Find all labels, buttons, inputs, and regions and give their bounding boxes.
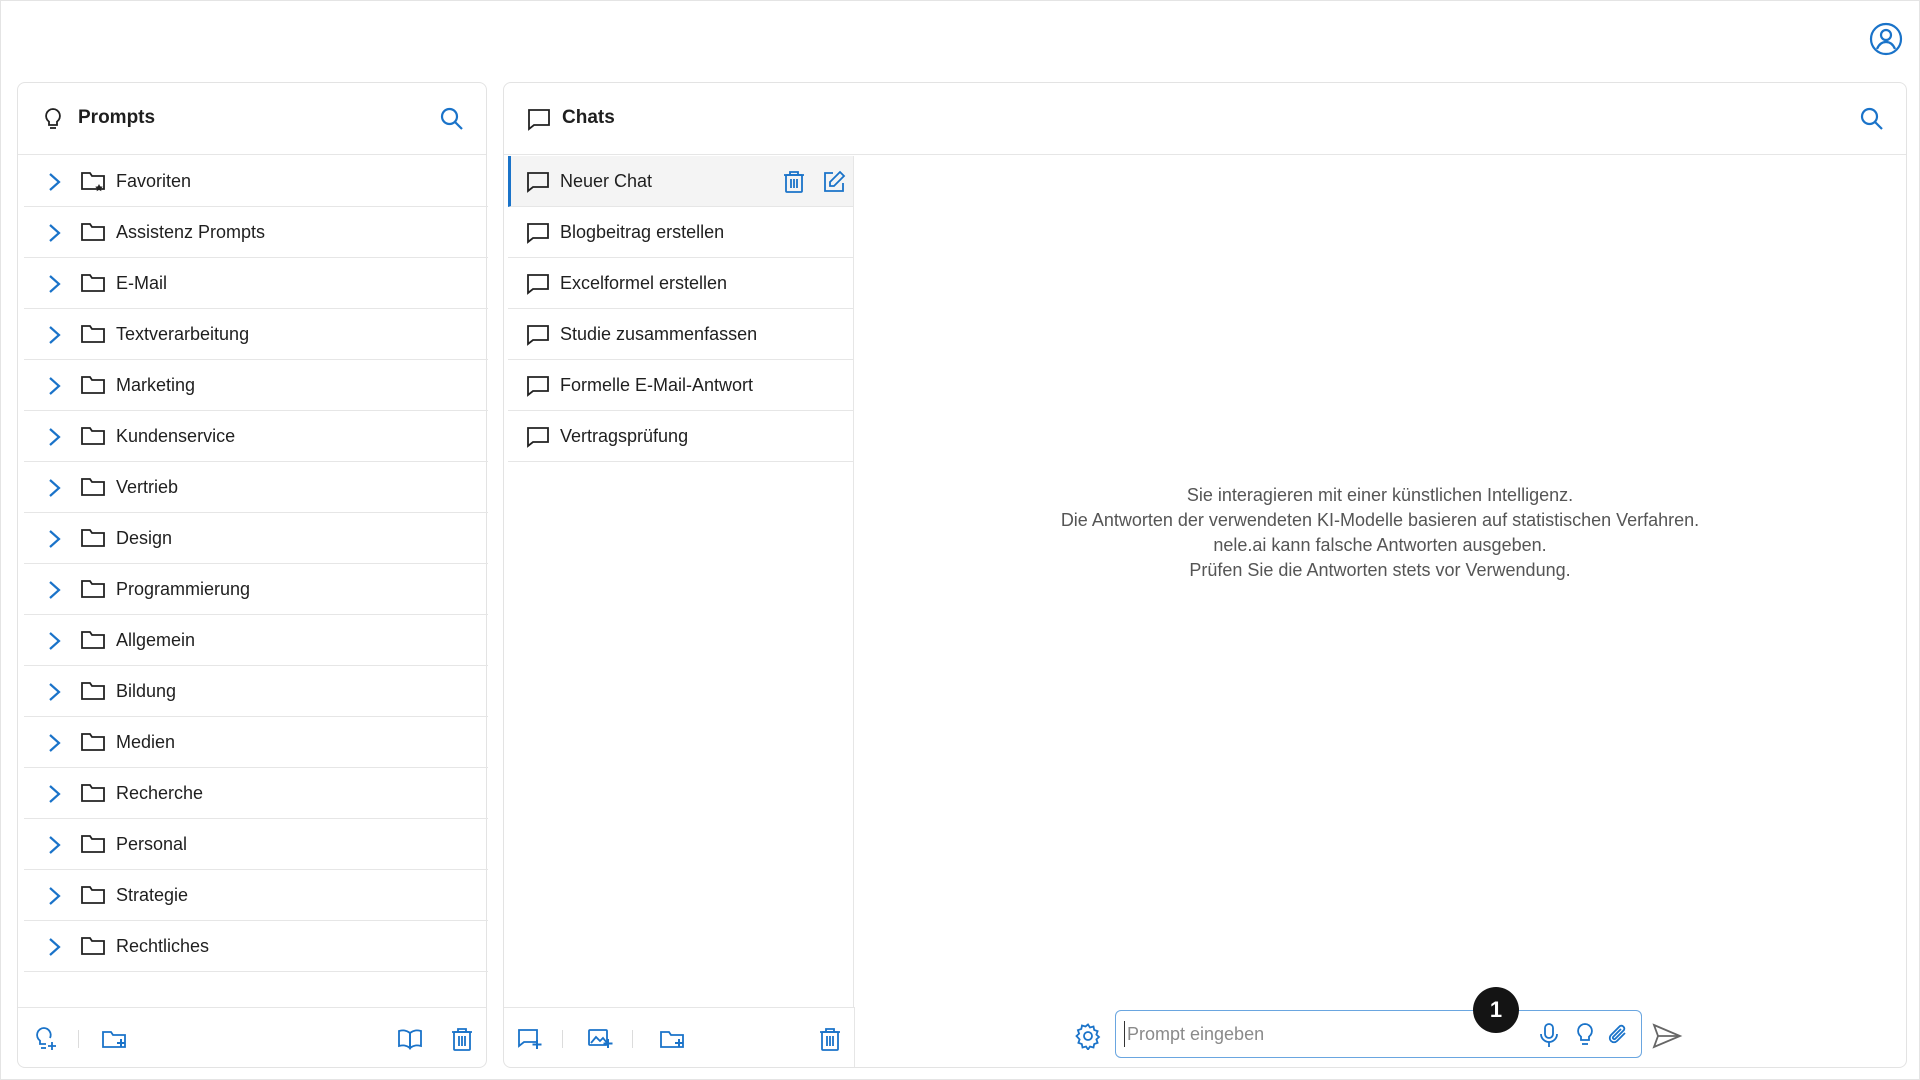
folder-icon bbox=[80, 425, 106, 447]
chat-list-item[interactable] bbox=[508, 207, 853, 258]
chevron-right-icon[interactable] bbox=[44, 885, 64, 907]
prompt-folder-list bbox=[24, 156, 488, 972]
delete-prompts-icon[interactable] bbox=[448, 1025, 476, 1053]
chat-title: Excelformel erstellen bbox=[560, 273, 728, 293]
prompt-folder-row[interactable] bbox=[24, 819, 488, 870]
prompt-folder-label: Programmierung bbox=[116, 579, 251, 599]
settings-gear-icon[interactable] bbox=[1074, 1022, 1102, 1050]
disclaimer-line: Die Antworten der verwendeten KI-Modelle basieren auf statistischen Verfahren. bbox=[1060, 510, 1700, 530]
folder-icon bbox=[80, 323, 106, 345]
prompt-folder-label: Bildung bbox=[116, 681, 177, 701]
chat-bubble-icon bbox=[526, 375, 550, 397]
chevron-right-icon[interactable] bbox=[44, 222, 64, 244]
prompt-folder-row[interactable] bbox=[24, 513, 488, 564]
chevron-right-icon[interactable] bbox=[44, 375, 64, 397]
prompt-folder-row[interactable] bbox=[24, 156, 488, 207]
prompt-folder-row[interactable] bbox=[24, 870, 488, 921]
chat-title: Neuer Chat bbox=[560, 171, 653, 191]
prompt-composer bbox=[1115, 1010, 1642, 1058]
chat-title: Blogbeitrag erstellen bbox=[560, 222, 725, 242]
chat-list-item[interactable] bbox=[508, 258, 853, 309]
prompt-folder-label: Design bbox=[116, 528, 173, 548]
chevron-right-icon[interactable] bbox=[44, 528, 64, 550]
prompt-folder-row[interactable] bbox=[24, 564, 488, 615]
chat-list-item[interactable] bbox=[508, 156, 853, 207]
folder-icon bbox=[80, 833, 106, 855]
footer-divider bbox=[78, 1030, 79, 1048]
new-chat-icon[interactable] bbox=[516, 1025, 544, 1053]
new-image-chat-icon[interactable] bbox=[586, 1025, 614, 1053]
prompt-folder-label: Recherche bbox=[116, 783, 204, 803]
chevron-right-icon[interactable] bbox=[44, 936, 64, 958]
chat-bubble-icon bbox=[526, 106, 552, 132]
footer-divider bbox=[632, 1030, 633, 1048]
chat-list-item[interactable] bbox=[508, 411, 853, 462]
chat-title: Vertragsprüfung bbox=[560, 426, 689, 446]
prompt-input[interactable] bbox=[1124, 1021, 1464, 1047]
prompt-folder-label: Assistenz Prompts bbox=[116, 222, 266, 242]
edit-chat-icon[interactable] bbox=[821, 169, 847, 195]
prompt-folder-label: Allgemein bbox=[116, 630, 196, 650]
chevron-right-icon[interactable] bbox=[44, 681, 64, 703]
prompt-folder-row[interactable] bbox=[24, 666, 488, 717]
prompts-footer bbox=[18, 1007, 486, 1067]
chat-title: Formelle E-Mail-Antwort bbox=[560, 375, 754, 395]
attachment-paperclip-icon[interactable] bbox=[1606, 1021, 1632, 1049]
folder-star-icon bbox=[80, 170, 106, 192]
prompt-folder-row[interactable] bbox=[24, 921, 488, 972]
prompt-folder-label: E-Mail bbox=[116, 273, 168, 293]
chats-panel bbox=[503, 82, 1907, 1068]
folder-icon bbox=[80, 680, 106, 702]
chevron-right-icon[interactable] bbox=[44, 783, 64, 805]
lightbulb-icon bbox=[40, 106, 66, 132]
folder-icon bbox=[80, 629, 106, 651]
prompt-folder-row[interactable] bbox=[24, 462, 488, 513]
prompt-folder-row[interactable] bbox=[24, 258, 488, 309]
prompt-folder-label: Strategie bbox=[116, 885, 189, 905]
chat-title: Studie zusammenfassen bbox=[560, 324, 758, 344]
folder-icon bbox=[80, 272, 106, 294]
add-chat-folder-icon[interactable] bbox=[658, 1025, 686, 1053]
prompt-folder-label: Medien bbox=[116, 732, 176, 752]
prompts-title: Prompts bbox=[78, 107, 156, 128]
chat-list-item[interactable] bbox=[508, 309, 853, 360]
prompt-suggestion-lightbulb-icon[interactable] bbox=[1572, 1021, 1598, 1049]
prompt-folder-label: Marketing bbox=[116, 375, 196, 395]
prompt-folder-row[interactable] bbox=[24, 615, 488, 666]
ai-disclaimer bbox=[854, 483, 1906, 583]
chevron-right-icon[interactable] bbox=[44, 834, 64, 856]
send-icon[interactable] bbox=[1651, 1021, 1683, 1051]
disclaimer-line: Sie interagieren mit einer künstlichen Intelligenz. bbox=[1186, 485, 1574, 505]
microphone-icon[interactable] bbox=[1536, 1021, 1562, 1049]
prompt-folder-label: Vertrieb bbox=[116, 477, 179, 497]
prompt-folder-label: Rechtliches bbox=[116, 936, 210, 956]
folder-icon bbox=[80, 782, 106, 804]
chat-bubble-icon bbox=[526, 324, 550, 346]
prompt-folder-row[interactable] bbox=[24, 768, 488, 819]
chat-bubble-icon bbox=[526, 426, 550, 448]
chevron-right-icon[interactable] bbox=[44, 171, 64, 193]
chat-list-item[interactable] bbox=[508, 360, 853, 411]
delete-chat-icon[interactable] bbox=[781, 169, 807, 195]
chats-search-icon[interactable] bbox=[1858, 105, 1886, 133]
prompt-folder-label: Personal bbox=[116, 834, 188, 854]
folder-icon bbox=[80, 374, 106, 396]
chat-bubble-icon bbox=[526, 273, 550, 295]
prompts-panel bbox=[17, 82, 487, 1068]
folder-icon bbox=[80, 476, 106, 498]
chevron-right-icon[interactable] bbox=[44, 273, 64, 295]
step-number-badge: 1 bbox=[1473, 987, 1519, 1033]
chevron-right-icon[interactable] bbox=[44, 324, 64, 346]
prompt-folder-row[interactable] bbox=[24, 411, 488, 462]
folder-icon bbox=[80, 731, 106, 753]
prompt-folder-label: Textverarbeitung bbox=[116, 324, 250, 344]
footer-divider bbox=[562, 1030, 563, 1048]
chats-footer bbox=[504, 1007, 855, 1067]
prompt-library-icon[interactable] bbox=[396, 1025, 424, 1053]
user-account-icon[interactable] bbox=[1868, 21, 1904, 57]
folder-icon bbox=[80, 578, 106, 600]
add-prompt-icon[interactable] bbox=[32, 1025, 60, 1053]
folder-icon bbox=[80, 221, 106, 243]
disclaimer-line: nele.ai kann falsche Antworten ausgeben. bbox=[1213, 535, 1547, 555]
prompt-folder-row[interactable] bbox=[24, 717, 488, 768]
disclaimer-line: Prüfen Sie die Antworten stets vor Verwendung. bbox=[1189, 560, 1571, 580]
chats-title: Chats bbox=[562, 107, 615, 128]
prompts-header bbox=[18, 83, 486, 155]
folder-icon bbox=[80, 527, 106, 549]
chevron-right-icon[interactable] bbox=[44, 477, 64, 499]
chat-bubble-icon bbox=[526, 222, 550, 244]
chat-bubble-icon bbox=[526, 171, 550, 193]
folder-icon bbox=[80, 884, 106, 906]
chevron-right-icon[interactable] bbox=[44, 579, 64, 601]
folder-icon bbox=[80, 935, 106, 957]
prompt-folder-row[interactable] bbox=[24, 207, 488, 258]
delete-chats-icon[interactable] bbox=[816, 1025, 844, 1053]
prompt-folder-row[interactable] bbox=[24, 309, 488, 360]
prompt-folder-label: Favoriten bbox=[116, 171, 192, 191]
add-prompt-folder-icon[interactable] bbox=[100, 1025, 128, 1053]
chat-list bbox=[508, 156, 854, 1007]
chevron-right-icon[interactable] bbox=[44, 426, 64, 448]
chevron-right-icon[interactable] bbox=[44, 630, 64, 652]
chats-header bbox=[504, 83, 1906, 155]
prompts-search-icon[interactable] bbox=[438, 105, 466, 133]
prompt-folder-row[interactable] bbox=[24, 360, 488, 411]
prompt-folder-label: Kundenservice bbox=[116, 426, 236, 446]
chevron-right-icon[interactable] bbox=[44, 732, 64, 754]
